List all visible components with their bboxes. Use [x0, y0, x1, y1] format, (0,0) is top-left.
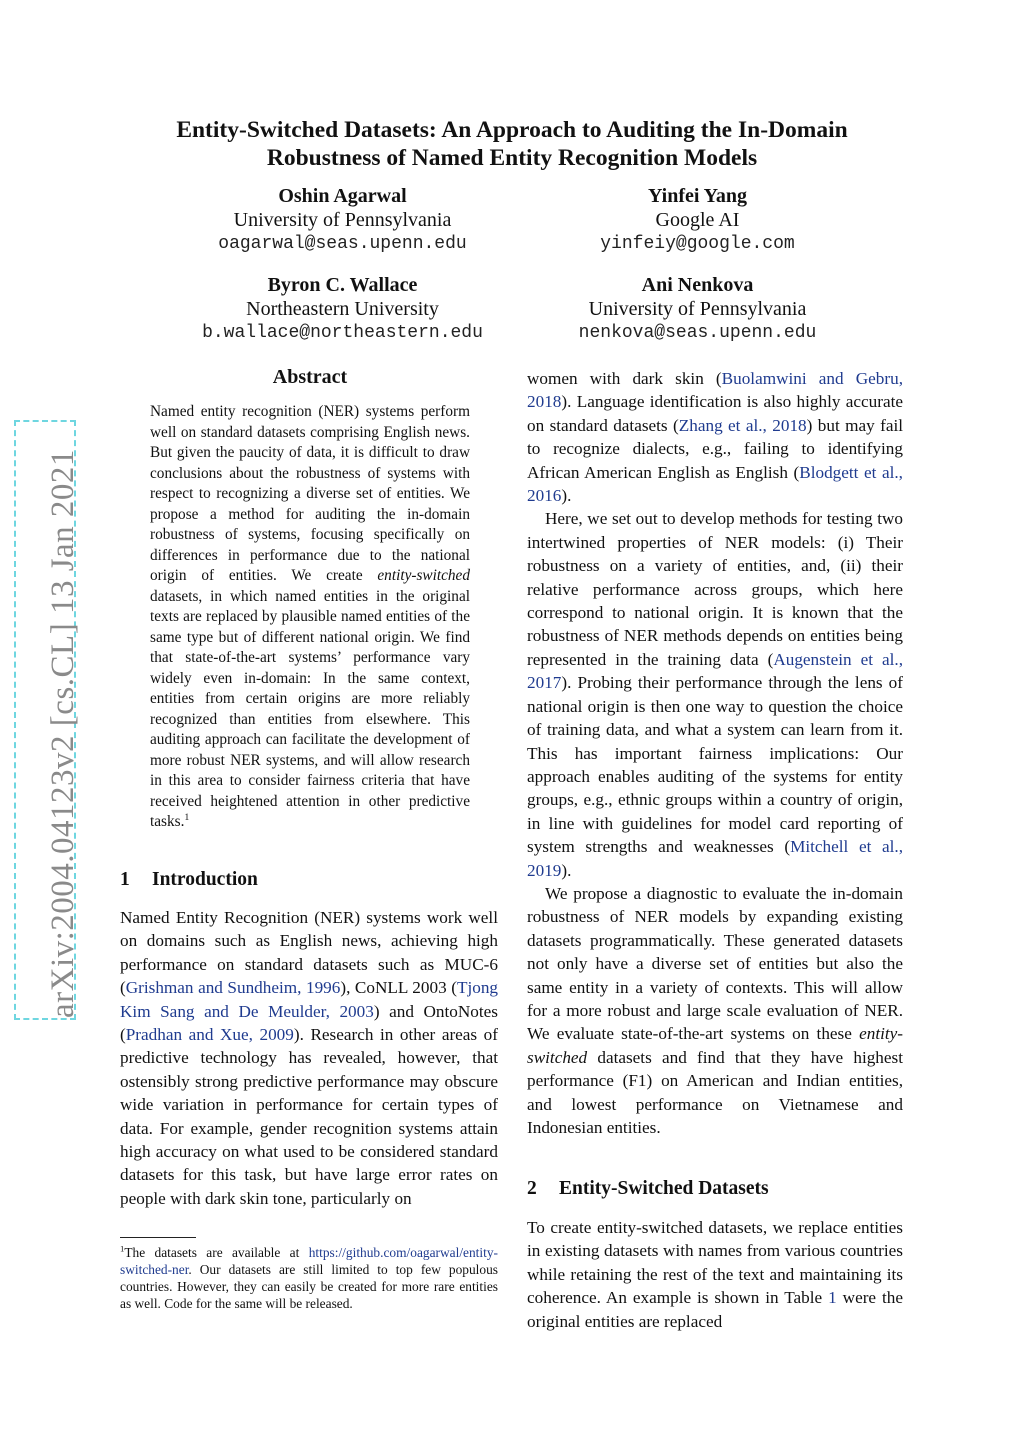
author-affiliation: Northeastern University [246, 298, 439, 320]
author-name: Ani Nenkova [641, 274, 754, 296]
author-name: Byron C. Wallace [267, 274, 418, 296]
footnote-rule [120, 1237, 196, 1238]
right-column-text [527, 367, 903, 1139]
author-email: nenkova@seas.upenn.edu [578, 323, 817, 343]
paper-title: Entity-Switched Datasets: An Approach to Auditing the In-Domain Robustness of Named Entity Recognition Models [176, 117, 848, 171]
paragraph: Named Entity Recognition (NER) systems work well on domains such as English news, achieving high performance on standard datasets such as MUC-6 (Grishman and Sundheim, 1996), CoNLL 2003 (Tjong Kim Sang and De Meulder, 2003) and OntoNotes (Pradhan and Xue, 2009). Research in other areas of predictive technology has revealed, however, that ostensibly strong predictive performance may obscure wide variation in performance for certain types of data. For example, gender recognition systems attain high accuracy on what used to be considered standard datasets for this task, but have large error rates on people with dark skin tone, particularly on [120, 908, 499, 1208]
abstract-heading: Abstract [272, 366, 348, 388]
author-block [540, 273, 855, 345]
paragraph: We propose a diagnostic to evaluate the in-domain robustness of NER models by expanding existing datasets programmatically. These generated datasets not only have a diverse set of entities but also the same entity in a variety of contexts. This will allow for a more robust and large scale evaluation of NER. We evaluate state-of-the-art systems on these entity-switched datasets and find that they have highest performance (F1) on American and Indian entities, and lowest performance on Vietnamese and Indonesian entities. [527, 883, 903, 1137]
footnote: $^1$The datasets are available at https://github.com/oagarwal/entity-switched-ner. Our datasets are still limited to top few populous countries. However, they can easily be created for more rare entities as well. Code for the same will be released. [120, 1243, 498, 1311]
citation-link[interactable]: Pradhan and Xue, 2009 [125, 1025, 294, 1045]
author-block [165, 273, 520, 345]
footnote-marker[interactable]: 1 [184, 811, 190, 823]
citation-link[interactable]: Mitchell et al., 2019 [527, 837, 903, 880]
author-name: Oshin Agarwal [278, 185, 407, 207]
author-email: yinfeiy@google.com [600, 234, 795, 254]
citation-link[interactable]: Blodgett et al., 2016 [527, 462, 903, 506]
author-email: oagarwal@seas.upenn.edu [218, 234, 467, 254]
citation-link[interactable]: Zhang et al., 2018 [678, 415, 807, 435]
citation-link[interactable]: Tjong Kim Sang and De Meulder, 2003 [120, 978, 499, 1021]
section-heading: 1 Introduction [120, 869, 258, 890]
author-name: Yinfei Yang [647, 185, 748, 207]
citation-link[interactable]: Buolamwini and Gebru, 2018 [527, 369, 903, 412]
author-affiliation: University of Pennsylvania [233, 209, 452, 231]
author-affiliation: Google AI [655, 209, 740, 231]
citation-link[interactable]: Augenstein et al., 2017 [527, 649, 903, 693]
table-reference[interactable]: 1 [828, 1288, 837, 1308]
paragraph: Here, we set out to develop methods for testing two intertwined properties of NER models: (i) Their robustness on a variety of entities, and, (ii) their relative performance across groups, which here correspond to national origin. It is known that the robustness of NER methods depends on entities being represented in the training data (Augenstein et al., 2017). Probing their performance through the lens of national origin is then one way to question the choice of training data, and what a system can learn from it. This has important fairness implications: Our approach enables auditing of the systems for entity groups, e.g., ethnic groups within a country of origin, in line with guidelines for model card reporting of system strengths and weaknesses (Mitchell et al., 2019). [527, 509, 903, 880]
left-column-text [120, 906, 498, 1210]
section-heading: 2 Entity-Switched Datasets [527, 1178, 769, 1199]
arxiv-identifier: arXiv:2004.04123v2 [cs.CL] 13 Jan 2021 [45, 449, 81, 1018]
abstract-text: Named entity recognition (NER) systems perform well on standard datasets comprising English news. But given the paucity of data, it is difficult to draw conclusions about the robustness of systems with respect to recognizing a diverse set of entities. We propose a method for auditing the in-domain robustness of systems, focusing specifically on differences in performance due to the national origin of entities. We create entity-switched datasets, in which named entities in the original texts are replaced by plausible named entities of the same type but of different national origin. We find that state-of-the-art systems’ performance vary widely even in-domain: In the same context, entities from certain origins are more reliably recognized than entities from elsewhere. This auditing approach can facilitate the development of more robust NER systems, and will allow research in this area to consider fairness criteria that have received heightened attention in other predictive tasks.$^1$ [150, 403, 470, 830]
paragraph: women with dark skin (Buolamwini and Gebru, 2018). Language identification is also highly accurate on standard datasets (Zhang et al., 2018) but may fail to recognize dialects, e.g., failing to identifying African American English as English (Blodgett et al., 2016). [527, 369, 904, 506]
author-affiliation: University of Pennsylvania [588, 298, 807, 320]
paragraph: To create entity-switched datasets, we replace entities in existing datasets with names from various countries while retaining the rest of the text and maintaining its coherence. An example is shown in Table 1 were the original entities are replaced [527, 1218, 903, 1331]
dataset-link[interactable]: https://github.com/oagarwal/entity-switched-ner [120, 1245, 498, 1277]
author-email: b.wallace@northeastern.edu [202, 323, 483, 343]
author-block [170, 184, 515, 256]
right-column-text [527, 1216, 903, 1333]
author-block [540, 184, 855, 256]
citation-link[interactable]: Grishman and Sundheim, 1996 [125, 978, 341, 998]
